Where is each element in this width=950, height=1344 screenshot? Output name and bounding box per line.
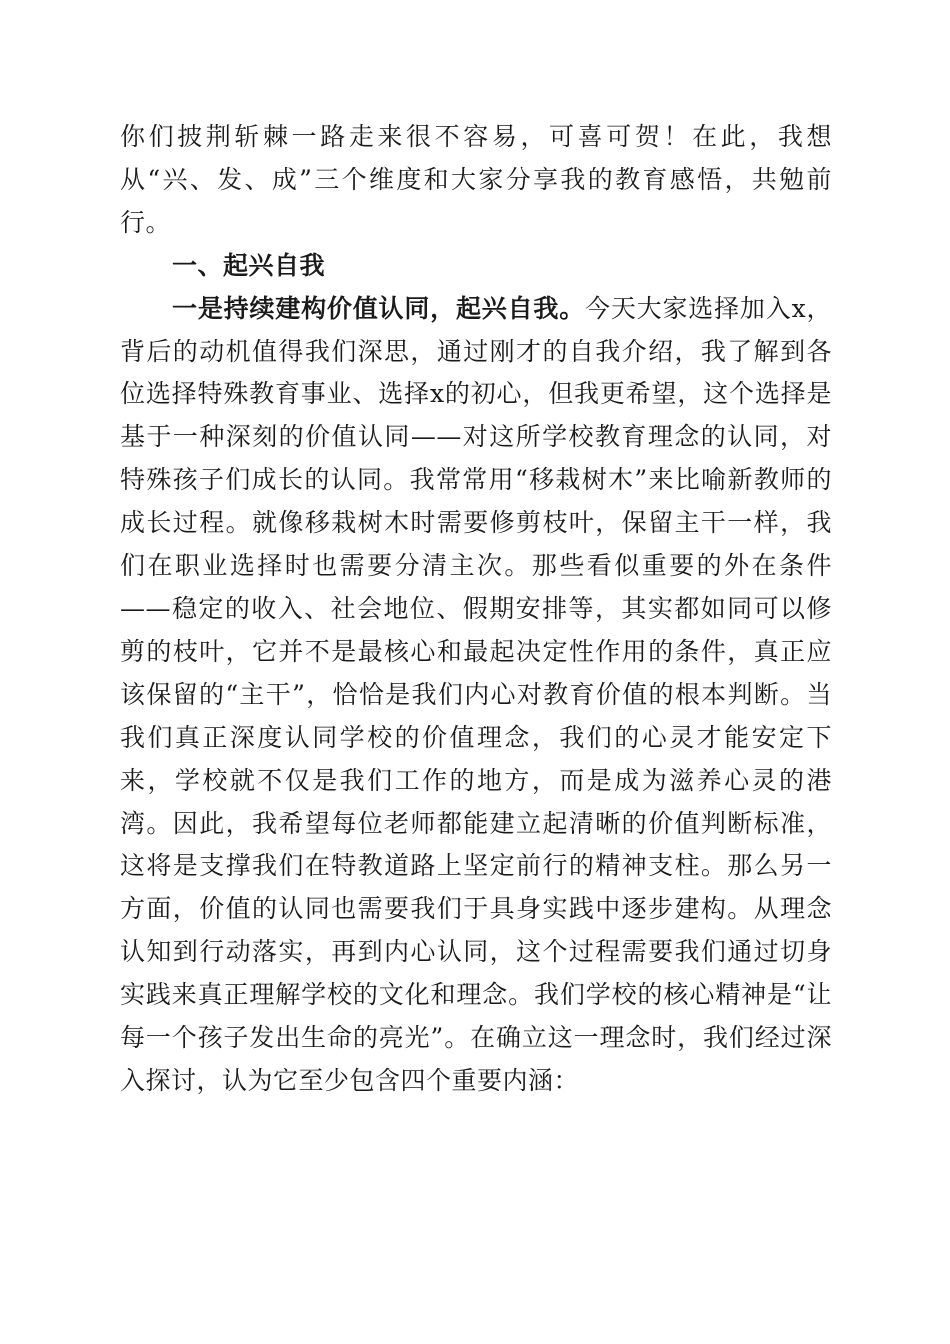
section-heading: 一、起兴自我 — [172, 250, 326, 280]
paragraph-lead-sentence: 一是持续建构价值认同，起兴自我。 — [172, 293, 586, 323]
continued-paragraph: 你们披荆斩棘一路走来很不容易，可喜可贺！在此，我想从“兴、发、成”三个维度和大家分享我的教育感悟，共勉前行。 — [120, 122, 832, 237]
document-body — [120, 116, 832, 1103]
paragraph-body-text: 今天大家选择加入x，背后的动机值得我们深思，通过刚才的自我介绍，我了解到各位选择特殊教育事业、选择x的初心，但我更希望，这个选择是基于一种深刻的价值认同——对这所学校教育理念的认同，对特殊孩子们成长的认同。我常常用“移栽树木”来比喻新教师的成长过程。就像移栽树木时需要修剪枝叶，保留主干一样，我们在职业选择时也需要分清主次。那些看似重要的外在条件——稳定的收入、社会地位、假期安排等，其实都如同可以修剪的枝叶，它并不是最核心和最起决定性作用的条件，真正应该保留的“主干”，恰恰是我们内心对教育价值的根本判断。当我们真正深度认同学校的价值理念，我们的心灵才能安定下来，学校就不仅是我们工作的地方，而是成为滋养心灵的港湾。因此，我希望每位老师都能建立起清晰的价值判断标准，这将是支撑我们在特教道路上坚定前行的精神支柱。那么另一方面，价值的认同也需要我们于具身实践中逐步建构。从理念认知到行动落实，再到内心认同，这个过程需要我们通过切身实践来真正理解学校的文化和理念。我们学校的核心精神是“让每一个孩子发出生命的亮光”。在确立这一理念时，我们经过深入探讨，认为它至少包含四个重要内涵： — [120, 293, 832, 1095]
body-paragraph — [120, 288, 832, 1103]
